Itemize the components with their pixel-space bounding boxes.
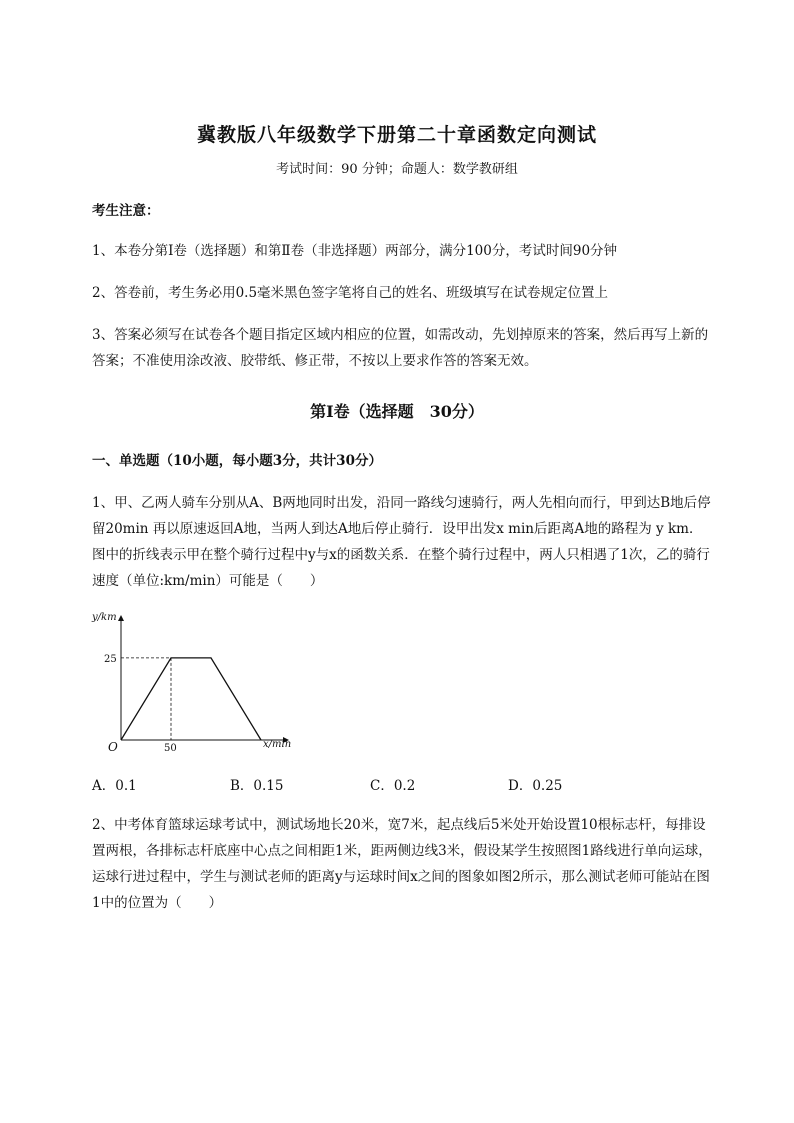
part-heading: 一、单选题（10小题，每小题3分，共计30分） (92, 453, 382, 469)
page-title: 冀教版八年级数学下册第二十章函数定向测试 (196, 124, 597, 146)
choice-b[interactable]: B．0.15 (230, 778, 284, 794)
question-2-text: 2、中考体育篮球运球考试中，测试场地长20米，宽7米，起点线后5米处开始设置10根标志杆，每排设置两根，各排标志杆底座中心点之间相距1米，距两侧边线3米，假设某学生按照图1路线进行单向运球，运球行进过程中，学生与测试老师的距离y与运球时间x之间的图象如图2所示，那么测试老师可能站在图1中的位置为（ ） (92, 817, 712, 911)
question-1-choices (92, 774, 712, 796)
notice-item-3: 3、答案必须写在试卷各个题目指定区域内相应的位置，如需改动，先划掉原来的答案，然后再写上新的答案；不准使用涂改液、胶带纸、修正带，不按以上要求作答的答案无效。 (92, 327, 709, 369)
choice-d[interactable]: D．0.25 (508, 778, 563, 794)
question-1-graph (88, 606, 298, 758)
question-1-text: 1、甲、乙两人骑车分别从A、B两地同时出发，沿同一路线匀速骑行，两人先相向而行，甲到达B地后停留20min 再以原速返回A地，当两人到达A地后停止骑行．设甲出发x min后距离A地的路程为 y km．图中的折线表示甲在整个骑行过程中y与x的函数关系．在整个骑行过程中，两人只相遇了1次，乙的骑行速度（单位:km/min）可能是（ ） (92, 495, 711, 589)
section-title: 第Ⅰ卷（选择题 30分） (310, 402, 484, 421)
choice-a[interactable]: A．0.1 (92, 778, 137, 794)
notice-item-1: 1、本卷分第Ⅰ卷（选择题）和第Ⅱ卷（非选择题）两部分，满分100分，考试时间90分钟 (92, 243, 618, 259)
y-tick-label: 25 (104, 653, 117, 665)
notice-item-2: 2、答卷前，考生务必用0.5毫米黑色签字笔将自己的姓名、班级填写在试卷规定位置上 (92, 285, 609, 301)
exam-subtitle: 考试时间：90 分钟；命题人：数学教研组 (276, 162, 518, 177)
x-tick-label: 50 (164, 743, 177, 754)
y-axis-label: y/km (92, 612, 117, 623)
origin-label: O (108, 740, 118, 754)
notice-heading: 考生注意： (92, 203, 160, 219)
x-axis-label: x/min (263, 739, 292, 750)
choice-c[interactable]: C．0.2 (370, 778, 416, 794)
graph-polyline (121, 658, 261, 740)
